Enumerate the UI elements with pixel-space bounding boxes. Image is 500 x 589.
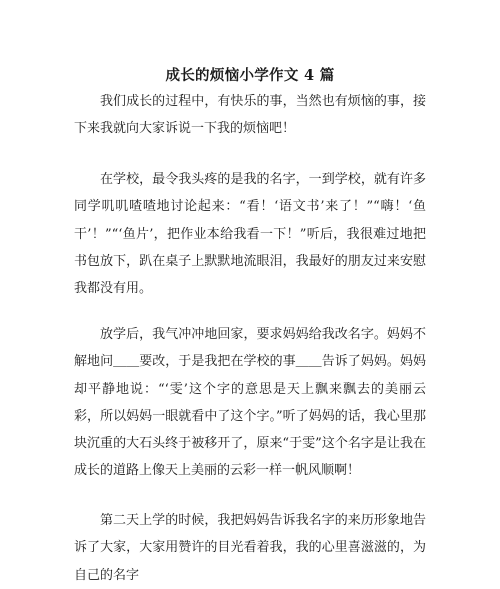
paragraph-school: 在学校，最令我头疼的是我的名字，一到学校，就有许多同学叽叽喳喳地讨论起来：“看！‘语文书’来了！”“嗨！‘鱼干’！”“‘鱼片’，把作业本给我看一下！”听后，我很难过地把书包放下，趴在桌子上默默地流眼泪，我最好的朋友过来安慰我都没有用。 <box>74 172 426 297</box>
paragraph-after-school: 放学后，我气冲冲地回家，要求妈妈给我改名字。妈妈不解地问＿＿要改，于是我把在学校的事＿＿告诉了妈妈。妈妈却平静地说：“‘雯’这个字的意思是天上飘来飘去的美丽云彩，所以妈妈一眼就看中了这个字。”听了妈妈的话，我心里那块沉重的大石头终于被移开了，原来“于雯”这个名字是让我在成长的道路上像天上美丽的云彩一样一帆风顺啊！ <box>74 327 426 479</box>
paragraph-next-day: 第二天上学的时候，我把妈妈告诉我名字的来历形象地告诉了大家，大家用赞许的目光看着我，我的心里喜滋滋的，为自己的名字 <box>74 513 426 583</box>
document-title: 成长的烦恼小学作文 4 篇 <box>165 67 335 84</box>
paragraph-intro: 我们成长的过程中，有快乐的事，当然也有烦恼的事，接下来我就向大家诉说一下我的烦恼吧！ <box>74 94 426 137</box>
